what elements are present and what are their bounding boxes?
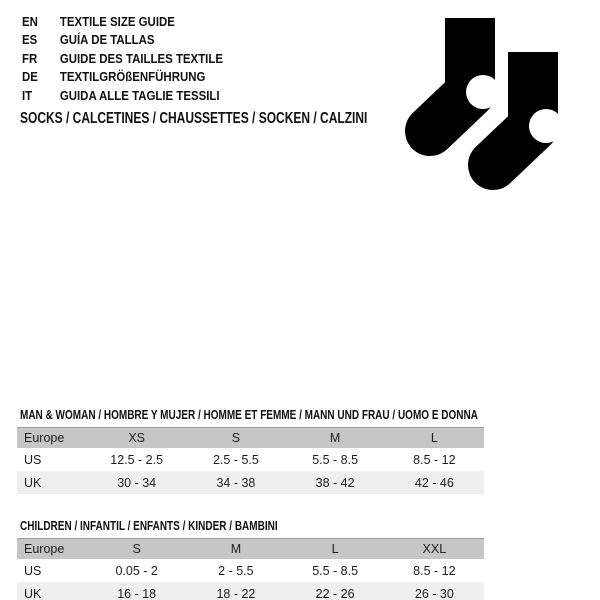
size-cell: 34 - 38 [216, 475, 256, 490]
column-header: M [286, 428, 385, 449]
language-row [22, 68, 223, 86]
language-label: TEXTILE SIZE GUIDE [59, 14, 175, 29]
language-code: FR [22, 50, 38, 66]
size-tables [17, 408, 484, 600]
size-table-section [17, 408, 484, 494]
column-header: M [186, 539, 285, 560]
row-label: US [24, 563, 42, 578]
language-row [22, 31, 223, 49]
row-label: UK [24, 475, 42, 490]
language-row [22, 50, 223, 68]
language-row [22, 87, 223, 105]
size-table-section [17, 519, 484, 600]
table-title: MAN & WOMAN / HOMBRE Y MUJER / HOMME ET FEMME / MANN UND FRAU / UOMO E DONNA [20, 408, 478, 422]
language-label: GUÍA DE TALLAS [59, 32, 155, 48]
row-label: UK [24, 586, 42, 600]
language-label: TEXTILGRÖßENFÜHRUNG [59, 69, 206, 85]
language-row [22, 13, 223, 31]
size-cell: 5.5 - 8.5 [312, 452, 359, 467]
size-cell: 16 - 18 [117, 586, 157, 600]
table-row [17, 582, 484, 600]
size-cell: 18 - 22 [216, 586, 256, 600]
table-row [17, 471, 484, 494]
column-header: S [87, 539, 186, 560]
size-cell: 2.5 - 5.5 [212, 452, 259, 467]
sock-back [430, 18, 500, 131]
column-header: Europe [17, 428, 87, 449]
row-label: US [24, 452, 42, 467]
column-header: L [286, 539, 385, 560]
table-title: CHILDREN / INFANTIL / ENFANTS / KINDER / BAMBINI [20, 519, 278, 533]
column-header: XXL [385, 539, 484, 560]
language-code: DE [22, 69, 38, 85]
table-header-row [17, 539, 484, 560]
size-cell: 26 - 30 [414, 586, 454, 600]
sock-front [493, 52, 563, 165]
category-title: SOCKS / CALCETINES / CHAUSSETTES / SOCKEN / CALZINI [20, 110, 368, 127]
heel-cutout [466, 75, 500, 109]
size-cell: 2 - 5.5 [218, 563, 254, 578]
table-header-row [17, 428, 484, 449]
size-cell: 22 - 26 [315, 586, 355, 600]
size-cell: 30 - 34 [117, 475, 157, 490]
language-code: EN [22, 14, 38, 29]
column-header: S [186, 428, 285, 449]
socks-icon [380, 0, 600, 190]
language-label: GUIDE DES TAILLES TEXTILE [59, 50, 223, 66]
column-header: Europe [17, 539, 87, 560]
heel-cutout [529, 109, 563, 143]
table-row [17, 559, 484, 582]
size-cell: 8.5 - 12 [413, 563, 456, 578]
size-cell: 0.05 - 2 [115, 563, 158, 578]
column-header: L [385, 428, 484, 449]
language-code: ES [22, 32, 38, 48]
language-label: GUIDA ALLE TAGLIE TESSILI [59, 87, 220, 103]
column-header: XS [87, 428, 186, 449]
size-cell: 5.5 - 8.5 [312, 563, 359, 578]
size-cell: 42 - 46 [414, 475, 454, 490]
size-cell: 12.5 - 2.5 [110, 452, 164, 467]
size-cell: 8.5 - 12 [413, 452, 456, 467]
language-code: IT [22, 87, 33, 103]
language-list [22, 13, 250, 105]
size-table [17, 427, 484, 494]
size-table [17, 538, 484, 600]
table-row [17, 448, 484, 471]
size-cell: 38 - 42 [315, 475, 355, 490]
